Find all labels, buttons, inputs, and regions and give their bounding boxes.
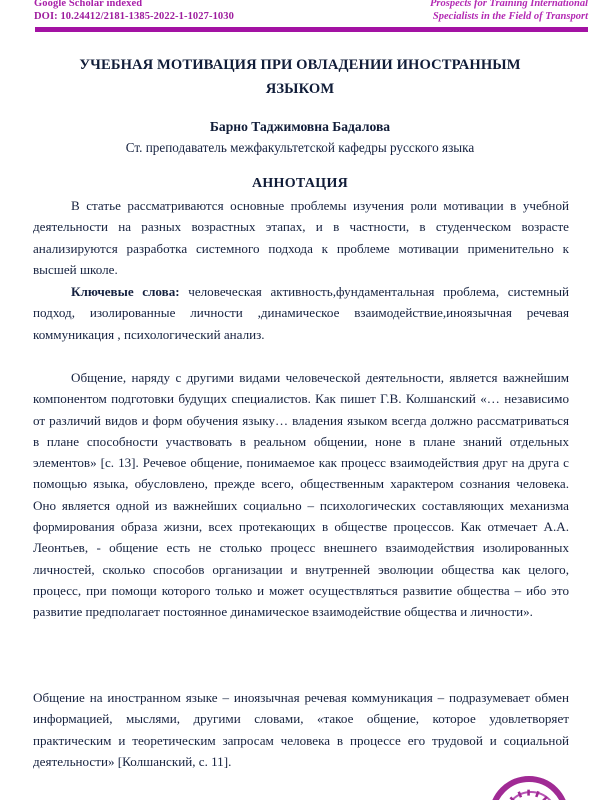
keywords-paragraph [33,281,569,345]
page-title: УЧЕБНАЯ МОТИВАЦИЯ ПРИ ОВЛАДЕНИИ ИНОСТРАННЫМ ЯЗЫКОМ [79,57,521,97]
author-name: Барно Таджимовна Бадалова [209,119,391,134]
journal-title-line1: Prospects for Training International [429,0,588,9]
seal-text-ring-icon [495,782,563,800]
author-affiliation: Ст. преподаватель межфакультетской кафедры русского языка [125,140,475,155]
official-seal-stamp [489,776,569,800]
running-head [0,0,600,30]
body-paragraph-1: Общение, наряду с другими видами человеческой деятельности, является важнейшим компонентом подготовки будущих специалистов. Как пишет Г.В. Колшанский «… независимо от различий видов и форм обучения языку… владения языком всегда должно рассматриваться в плане способности участвовать в реальном общении, ноне в плане знаний отдельных элементов» [с. 13]. Речевое общение, понимаемое как процесс взаимодействия друг на друга с помощью языка, обусловлено, прежде всего, общественным характером сознания человека. Оно является одной из важнейших социально – психологических составляющих механизма формирования образа жизни, всех протекающих в обществе процессов. Как отмечает А.А. Леонтьев, - общение есть не столько процесс внешнего взаимодействия изолированных личностей, сколько способов организации и внутренней эволюции общества как целого, процесс, при помощи которого только и может осуществляться развитие общества – ибо это развитие предполагает постоянное динамическое взаимодействие общества и личности». [33,370,569,620]
doi-label: DOI: 10.24412/2181-1385-2022-1-1027-1030 [34,10,234,22]
running-head-right [288,0,588,23]
header-divider-rule [35,27,588,32]
keywords-label: Ключевые слова: [71,284,180,299]
google-scholar-indexed-label: Google Scholar indexed [34,0,143,9]
body-paragraph-2: Общение на иностранном языке – иноязычная речевая коммуникация – подразумевает обмен информацией, мыслями, другими словами, «такое общение, которое удовлетворяет практическим и теоретическим запросам человека в процессе его трудовой и социальной деятельности» [Колшанский, с. 11]. [33,690,569,769]
abstract-heading: АННОТАЦИЯ [251,176,349,191]
abstract-text: В статье рассматриваются основные проблемы изучения роли мотивации в учебной деятельности на разных возрастных этапах, и в частности, в студенческом возрасте анализируются разработка системного подхода к проблеме мотивации применительно к высшей школе. [33,198,569,277]
journal-title-line2: Specialists in the Field of Transport [432,10,588,22]
keywords-text: человеческая активность,фундаментальная проблема, системный подход, изолированные личности ,динамическое взаимодействие,иноязычная речевая коммуникация , психологический анализ. [33,284,570,342]
